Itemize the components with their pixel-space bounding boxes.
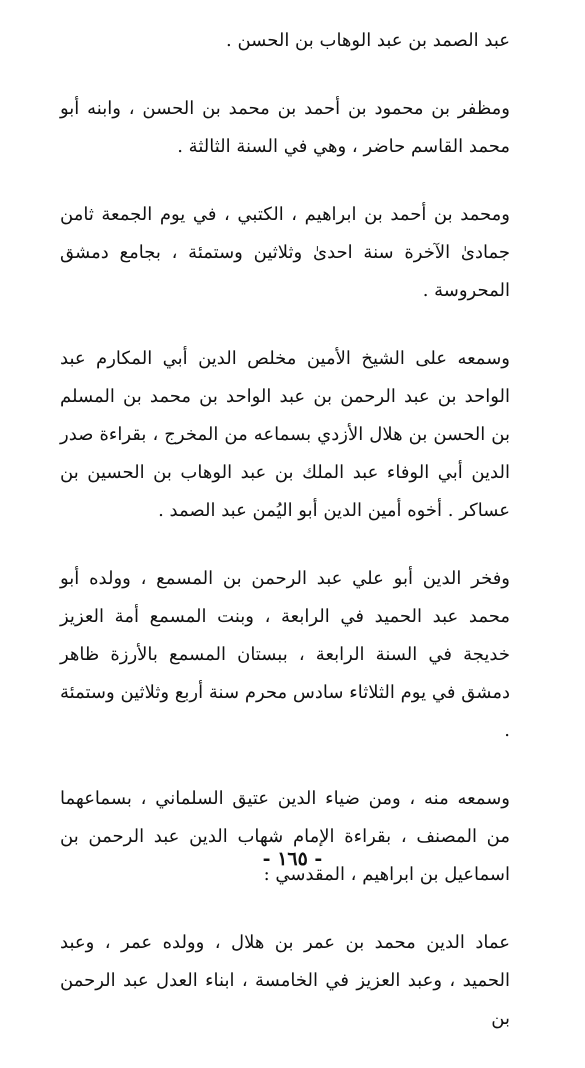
page-number: - ١٦٥ - bbox=[262, 848, 323, 870]
paragraph-4: وسمعه على الشيخ الأمين مخلص الدين أبي المكارم عبد الواحد بن عبد الرحمن بن عبد الواحد بن محمد بن المسلم بن الحسن بن هلال الأزدي بسماعه من المخرج ، بقراءة صدر الدين أبي الوفاء عبد الملك بن عبد الوهاب بن الحسين بن عساكر . أخوه أمين الدين أبو اليُمن عبد الصمد . bbox=[60, 348, 510, 521]
paragraph-1: عبد الصمد بن عبد الوهاب بن الحسن . bbox=[226, 30, 510, 51]
paragraph-5: وفخر الدين أبو علي عبد الرحمن بن المسمع ، وولده أبو محمد عبد الحميد في الرابعة ، وبنت المسمع أمة العزيز خديجة في السنة الرابعة ، ببستان المسمع بالأرزة ظاهر دمشق في يوم الثلاثاء سادس محرم سنة أربع وثلاثين وستمئة . bbox=[60, 568, 510, 741]
page-body bbox=[60, 22, 510, 1068]
paragraph-6: وسمعه منه ، ومن ضياء الدين عتيق السلماني ، بسماعهما من المصنف ، بقراءة الإمام شهاب الدين عبد الرحمن بن اسماعيل بن ابراهيم ، المقدسي : bbox=[60, 788, 510, 885]
paragraph-2: ومظفر بن محمود بن أحمد بن محمد بن الحسن ، وابنه أبو محمد القاسم حاضر ، وهي في السنة الثالثة . bbox=[60, 98, 510, 157]
paragraph-3: ومحمد بن أحمد بن ابراهيم ، الكتبي ، في يوم الجمعة ثامن جمادىٰ الآخرة سنة احدىٰ وثلاثين وستمئة ، بجامع دمشق المحروسة . bbox=[60, 204, 510, 301]
paragraph-7: عماد الدين محمد بن عمر بن هلال ، وولده عمر ، وعبد الحميد ، وعبد العزيز في الخامسة ، ابناء العدل عبد الرحمن بن bbox=[60, 932, 510, 1029]
